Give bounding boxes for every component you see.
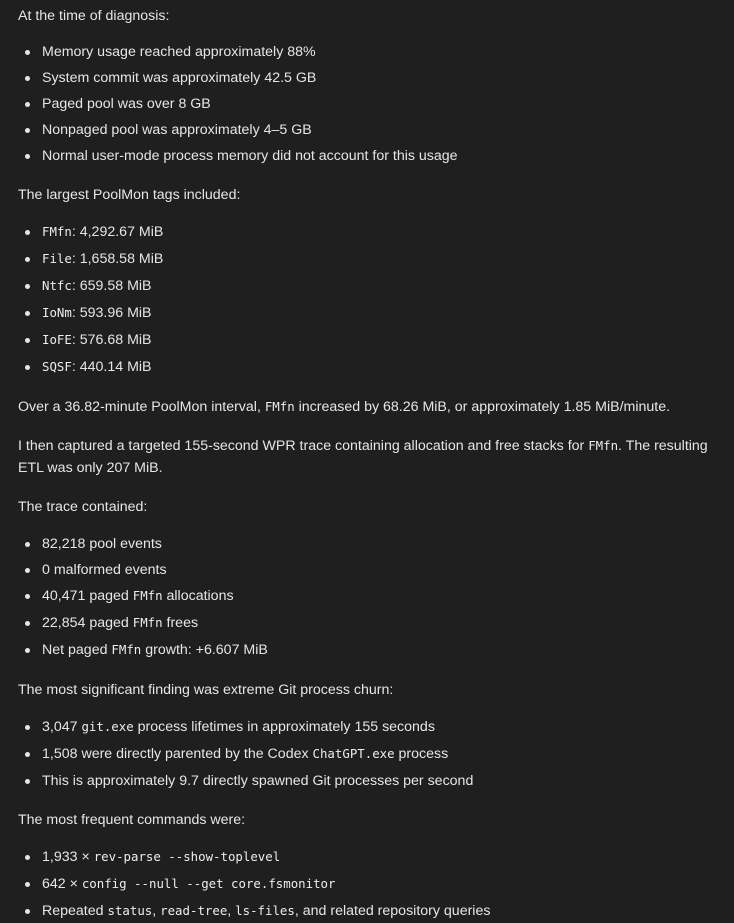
poolmon-intro: The largest PoolMon tags included: bbox=[18, 187, 241, 203]
pool-tag: SQSF bbox=[42, 359, 72, 374]
bullet-icon bbox=[25, 154, 30, 159]
bullet-icon bbox=[25, 102, 30, 107]
bullet-icon bbox=[25, 855, 30, 860]
bullet-icon bbox=[25, 128, 30, 133]
pool-tag: IoNm bbox=[42, 305, 72, 320]
bullet-icon bbox=[25, 230, 30, 235]
trace-intro: The trace contained: bbox=[18, 499, 148, 515]
bullet-icon bbox=[25, 365, 30, 370]
diagnosis-intro: At the time of diagnosis: bbox=[18, 8, 170, 24]
pool-tag: File bbox=[42, 251, 72, 266]
bullet-icon bbox=[25, 76, 30, 81]
bullet-icon bbox=[25, 779, 30, 784]
trace-paragraph: I then captured a targeted 155-second WPR trace containing allocation and free stacks for FMfn. The resulting ETL was only 207 MiB. bbox=[18, 438, 708, 476]
pool-tag: Ntfc bbox=[42, 278, 72, 293]
bullet-icon bbox=[25, 594, 30, 599]
bullet-icon bbox=[25, 311, 30, 316]
bullet-icon bbox=[25, 338, 30, 343]
bullet-icon bbox=[25, 568, 30, 573]
bullet-icon bbox=[25, 725, 30, 730]
bullet-icon bbox=[25, 50, 30, 55]
bullet-icon bbox=[25, 882, 30, 887]
bullet-icon bbox=[25, 542, 30, 547]
bullet-icon bbox=[25, 284, 30, 289]
pool-tag: IoFE bbox=[42, 332, 72, 347]
bullet-icon bbox=[25, 909, 30, 914]
commands-intro: The most frequent commands were: bbox=[18, 812, 246, 828]
bullet-icon bbox=[25, 621, 30, 626]
git-churn-intro: The most significant finding was extreme Git process churn: bbox=[18, 682, 394, 698]
bullet-icon bbox=[25, 648, 30, 653]
bullet-icon bbox=[25, 257, 30, 262]
bullet-icon bbox=[25, 752, 30, 757]
interval-paragraph: Over a 36.82-minute PoolMon interval, FMfn increased by 68.26 MiB, or approximately 1.85 MiB/minute. bbox=[18, 399, 671, 415]
pool-tag: FMfn bbox=[42, 224, 72, 239]
